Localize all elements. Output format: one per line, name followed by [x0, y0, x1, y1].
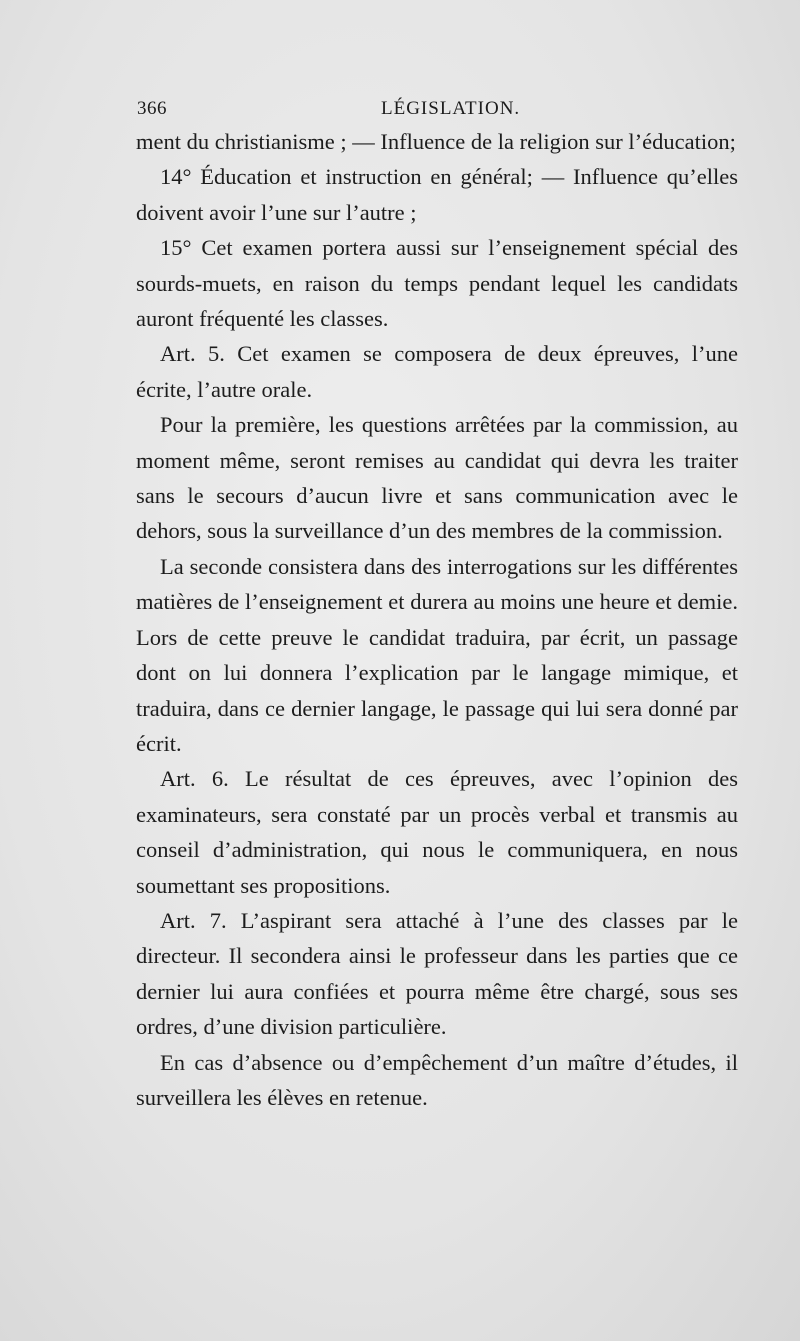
- paragraph-item-15: 15° Cet examen portera aussi sur l’enseignement spécial des sourds-muets, en raison du temps pendant lequel les candidats auront fréquenté les classes.: [136, 235, 738, 332]
- paragraph-absence: En cas d’absence ou d’empêchement d’un maître d’études, il surveillera les élèves en retenue.: [136, 1049, 738, 1110]
- paragraph-continuation: ment du christianisme ; — Influence de la religion sur l’éducation;: [136, 129, 736, 154]
- running-title: LÉGISLATION.: [381, 98, 521, 119]
- paragraph-second-test: La seconde consistera dans des interrogations sur les différentes matières de l’enseignement et durera au moins une heure et demie. Lors de cette preuve le candidat traduira, par écrit, un passage dont on lui donnera l’explication par le langage mimique, et traduira, dans ce dernier langage, le passage qui lui sera donné par écrit.: [136, 553, 738, 756]
- paragraph-item-14: 14° Éducation et instruction en général; — Influence qu’elles doivent avoir l’une sur l’autre ;: [136, 164, 738, 225]
- paragraph-art-5: Art. 5. Cet examen se composera de deux épreuves, l’une écrite, l’autre orale.: [136, 341, 738, 402]
- body-text: [136, 124, 738, 1115]
- paragraph-first-test: Pour la première, les questions arrêtées par la commission, au moment même, seront remises au candidat qui devra les traiter sans le secours d’aucun livre et sans communication avec le dehors, sous la surveillance d’un des membres de la commission.: [136, 412, 738, 544]
- paragraph-art-6: Art. 6. Le résultat de ces épreuves, avec l’opinion des examinateurs, sera constaté par un procès verbal et transmis au conseil d’administration, qui nous le communiquera, en nous soumettant ses propositions.: [136, 766, 738, 898]
- page-number: 366: [137, 98, 167, 119]
- paragraph-art-7: Art. 7. L’aspirant sera attaché à l’une des classes par le directeur. Il secondera ainsi le professeur dans les parties que ce dernier lui aura confiées et pourra même être chargé, sous ses ordres, d’une division particulière.: [136, 907, 738, 1040]
